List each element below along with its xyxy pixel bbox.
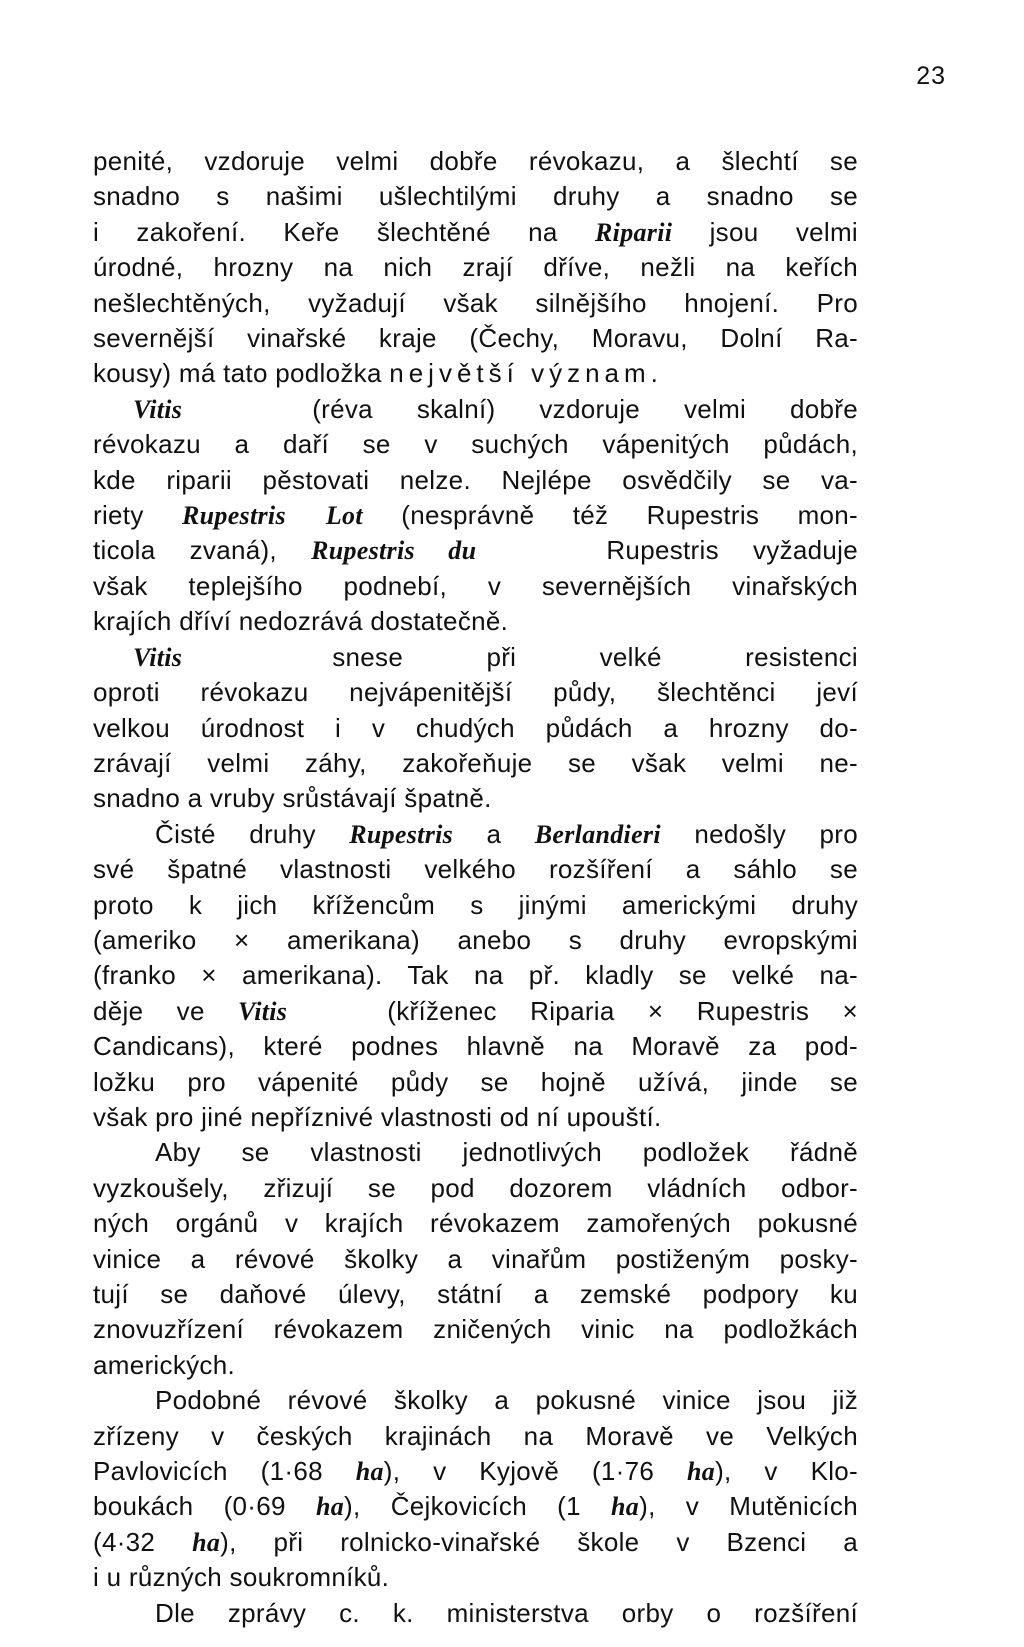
text-line [93,994,858,1029]
text-line: nešlechtěných, vyžadují však silnějšího hnojení. Pro [93,287,858,318]
text-line: úrodné, hrozny na nich zrají dříve, nežli na keřích [93,252,858,283]
text-line: Dle zprávy c. k. ministerstva orby o rozšíření [155,1597,858,1628]
text-line: vyzkoušely, zřizují se pod dozorem vládních odbor- [93,1172,858,1203]
text-run: Rupestris vyžaduje [606,535,858,566]
text-run: jsou velmi [709,216,859,247]
text-line [93,215,858,250]
text-line [93,356,858,391]
text-line [93,817,858,852]
text-line [93,1454,858,1489]
text-run: ), při rolnicko-vinařské škole v Bzenci a [220,1526,858,1557]
text-line [93,640,858,675]
text-line: velkou úrodnost i v chudých půdách a hrozny do- [93,712,858,743]
text-line: révokazu a daří se v suchých vápenitých půdách, [93,429,858,460]
text-line: Candicans), které podnes hlavně na Moravě za pod- [93,1031,858,1062]
text-line: ložku pro vápenité půdy se hojně užívá, jinde se [93,1066,858,1097]
text-line: i u různých soukromníků. [93,1562,390,1593]
text-line: snadno a vruby srůstávají špatně. [93,783,492,814]
text-line: znovuzřízení révokazem zničených vinic na podložkách [93,1314,858,1345]
italic-term: Lot [325,501,363,531]
italic-term: Vitis [238,996,288,1026]
italic-term: Vitis [133,642,183,672]
text-run: nedošly pro [694,818,858,849]
text-line: (ameriko × amerikana) anebo s druhy evropskými [93,924,858,955]
text-run: (4·32 [93,1526,156,1557]
text-line: krajích dříví nedozrává dostatečně. [93,606,509,637]
italic-term: Rupestris [349,819,454,849]
text-run: (réva skalní) vzdoruje velmi dobře [312,393,858,424]
text-line [93,1489,858,1524]
text-line [93,1525,858,1560]
text-line: (franko × amerikana). Tak na př. kladly se velké na- [93,960,858,991]
unit-ha: ha [355,1457,384,1487]
text-run: (nesprávně též Rupestris mon- [401,500,859,531]
text-run: ), Čejkovicích (1 [344,1491,581,1522]
text-run: Čisté druhy [155,818,316,849]
text-line: amerických. [93,1349,235,1380]
text-line: vinice a révové školky a vinařům postiženým posky- [93,1243,858,1274]
italic-term: Rupestris du [311,536,477,566]
text-line [93,533,858,568]
text-run: ticola zvaná), [93,535,277,566]
text-run: Pavlovicích (1·68 [93,1456,323,1487]
text-run: a [486,818,502,849]
text-line: své špatné vlastnosti velkého rozšíření a sáhlo se [93,854,858,885]
text-line: Aby se vlastnosti jednotlivých podložek řádně [155,1137,858,1168]
page-number: 23 [916,62,946,90]
text-run: děje ve [93,995,205,1026]
text-line [93,392,858,427]
text-line: proto k jich křížencům s jinými americkými druhy [93,889,858,920]
text-line: tují se daňové úlevy, státní a zemské podpory ku [93,1279,858,1309]
italic-term: Berlandieri [534,819,661,849]
text-line: zrávají velmi záhy, zakořeňuje se však velmi ne- [93,747,858,778]
text-line: však pro jiné nepříznivé vlastnosti od ní upouští. [93,1101,662,1132]
text-run: ), v Klo- [715,1456,858,1487]
text-run: i zakoření. Keře šlechtěné na [93,216,558,247]
text-run: boukách (0·69 [93,1491,286,1522]
italic-term: Vitis [133,394,183,424]
italic-term: Riparii [595,217,673,247]
text-run: kousy) má tato podložka [93,358,382,389]
unit-ha: ha [687,1457,716,1487]
text-run: riety [93,500,144,531]
text-line: Podobné révové školky a pokusné vinice jsou již [155,1385,858,1416]
body-text [93,144,858,1631]
unit-ha: ha [192,1527,221,1557]
text-line: oproti révokazu nejvápenitější půdy, šlechtěnci jeví [93,677,858,708]
text-line: však teplejšího podnebí, v severnějších vinařských [93,570,858,601]
text-line: snadno s našimi ušlechtilými druhy a snadno se [93,181,858,212]
text-line: severnější vinařské kraje (Čechy, Moravu, Dolní Ra- [93,323,858,354]
unit-ha: ha [611,1492,640,1522]
text-line [93,498,858,533]
text-line: zřízeny v českých krajinách na Moravě ve Velkých [93,1420,858,1451]
text-run: (kříženec Riparia × Rupestris × [387,995,858,1026]
italic-term: Rupestris [182,501,286,531]
text-run: ), v Mutěnicích [639,1491,858,1522]
text-run: snese při velké resistenci [332,641,858,672]
spaced-emphasis: největší význam. [389,358,663,389]
text-line: ných orgánů v krajích révokazem zamořených pokusné [93,1208,858,1239]
text-line: penité, vzdoruje velmi dobře révokazu, a šlechtí se [93,146,858,176]
text-run: ), v Kyjově (1·76 [383,1456,655,1487]
unit-ha: ha [315,1492,345,1522]
text-line: kde riparii pěstovati nelze. Nejlépe osvědčily se va- [93,464,858,495]
